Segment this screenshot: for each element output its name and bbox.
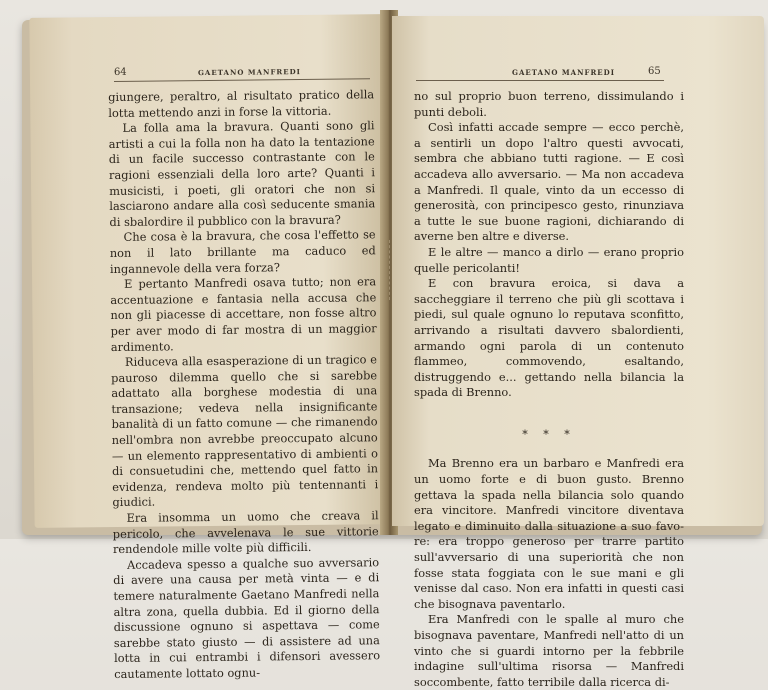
right-paragraph: Ma Brenno era un barbaro e Manfredi era un uomo forte e di buon gusto. Brenno gettava la spada nella bilancia solo quando era vincitore. Manfredi vincitore diventava legato e diminuito dalla situazione a suo favore: era troppo generoso per trarre partito sull'avversario di una superiorità che non fosse stata foggiata con le sue mani e gli venisse dal caso. Non era infatti in questi casi che bisognava paventarlo.	[414, 456, 684, 611]
left-page	[29, 14, 389, 681]
right-page-number: 65	[648, 66, 661, 77]
right-paragraph: Era Manfredi con le spalle al muro che bisognava paventare, Manfredi nell'atto di un vinto che si guardi intorno per la febbrile indagine sull'ultima risorsa — Manfredi soccombente, fatto terribile dalla ricerca di-	[414, 612, 684, 689]
right-body-text	[414, 89, 684, 690]
left-paragraph: Accadeva spesso a qualche suo avversario di avere una causa per metà vinta — e di temere naturalmente Gaetano Manfredi nella altra zona, quella dubbia. Ed il giorno della discussione ognuno si aspettava — come sarebbe stato giusto — di assistere ad una lotta in cui entrambi i difensori avessero cautamente lottato ognu-	[113, 555, 381, 681]
section-asterism: * * *	[522, 427, 576, 441]
left-page-number: 64	[113, 66, 127, 78]
open-book	[22, 10, 762, 689]
left-paragraph: La folla ama la bravura. Quanti sono gli artisti a cui la folla non ha dato la tentazione di un facile successo contrastante con le ragioni essenziali della loro arte? Quanti i musicisti, i poeti, gli oratori che non si lasciarono andare alla così seducente smania di sbalordire il pubblico con la bravura?	[108, 118, 376, 229]
left-header-rule	[114, 78, 370, 82]
left-paragraph: Era insomma un uomo che creava il pericolo, che avvelenava le sue vittorie rendendole mille volte più difficili.	[112, 508, 379, 557]
right-running-head: GAETANO MANFREDI	[512, 68, 615, 77]
left-paragraph: E pertanto Manfredi osava tutto; non era accentuazione e fantasia nella accusa che non gli piacesse di accettare, non fosse altro per aver modo di far mostra di un maggior ardimento.	[110, 274, 377, 354]
left-paragraph: Che cosa è la bravura, che cosa l'effetto se non il lato brillante ma caduco ed ingannevole della vera forza?	[109, 227, 376, 276]
left-paragraph: giungere, peraltro, al risultato pratico della lotta mettendo anzi in forse la vittoria.	[108, 87, 375, 120]
right-paragraph: Così infatti accade sempre — ecco perchè, a sentirli un dopo l'altro questi avvocati, sembra che abbiano tutti ragione. — E così accadeva allo avversario. — Ma non accadeva a Manfredi. Il quale, vinto da un eccesso di generosità, con principesco gesto, rinunziava a tutte le sue buone ragioni, dichiarando di averne ben altre e diverse.	[414, 120, 684, 244]
left-paragraph: Riduceva alla esasperazione di un tragico e pauroso dilemma quello che si sarebbe adattato alla borghese modestia di una transazione; vedeva nella insignificante banalità di un fatto comune — che rimanendo nell'ombra non avrebbe preoccupato alcuno — un elemento rappresentativo di ambienti o di consuetudini che, mettendo quel fatto in evidenza, rendeva molto più tentennanti i giudici.	[111, 352, 379, 510]
left-body-text	[108, 87, 380, 682]
right-header-rule	[416, 80, 664, 81]
right-paragraph: E con bravura eroica, si dava a saccheggiare il terreno che più gli scottava i piedi, sul quale ognuno lo reputava sconfitto, arrivando a risultati davvero sbalordienti, armando ogni parola di un contenuto flammeo, commovendo, esaltando, distruggendo e... gettando nella bilancia la spada di Brenno.	[414, 276, 684, 400]
left-running-head: GAETANO MANFREDI	[197, 67, 301, 78]
right-page	[392, 16, 764, 689]
right-paragraph: E le altre — manco a dirlo — erano proprio quelle pericolanti!	[414, 244, 684, 275]
right-paragraph: no sul proprio buon terreno, dissimulando i punti deboli.	[414, 89, 684, 119]
